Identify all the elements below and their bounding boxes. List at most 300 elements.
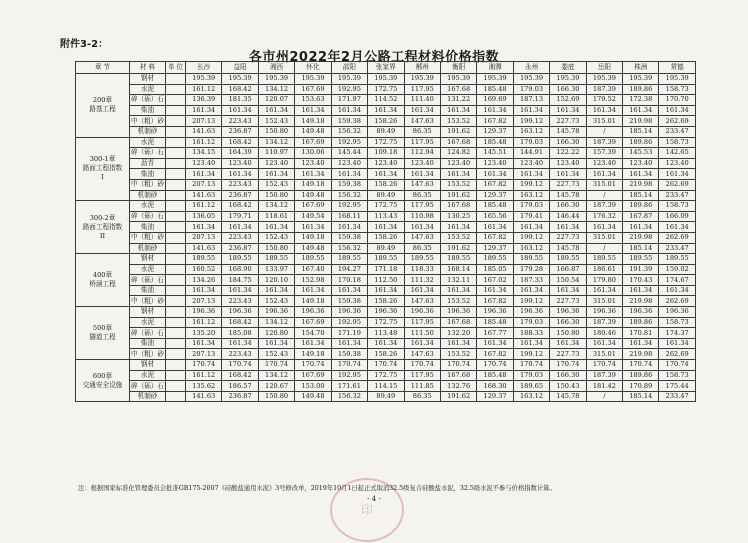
index-value: 196.36 bbox=[586, 307, 622, 318]
index-value: 161.34 bbox=[513, 222, 549, 233]
index-value: 187.39 bbox=[586, 84, 622, 95]
section-name: 600章 交通安全设施 bbox=[76, 360, 130, 402]
index-value: 129.37 bbox=[477, 243, 513, 254]
column-header: 常德 bbox=[659, 62, 695, 74]
index-value: 167.82 bbox=[477, 296, 513, 307]
index-value: 147.63 bbox=[404, 116, 440, 127]
material-name: 中（粗）砂 bbox=[131, 180, 164, 189]
index-value: 189.55 bbox=[513, 254, 549, 265]
index-value: 111.50 bbox=[404, 328, 440, 339]
index-value: 167.40 bbox=[295, 264, 331, 275]
index-value: 236.87 bbox=[222, 391, 258, 402]
index-value: 170.89 bbox=[623, 381, 659, 392]
column-header: 永州 bbox=[513, 62, 549, 74]
unit-cell bbox=[166, 148, 186, 159]
index-value: 161.34 bbox=[513, 105, 549, 116]
index-value: 207.13 bbox=[186, 232, 222, 243]
index-value: 150.80 bbox=[258, 243, 294, 254]
index-value: 161.34 bbox=[404, 338, 440, 349]
index-value: 189.55 bbox=[550, 254, 586, 265]
index-value: 123.40 bbox=[186, 158, 222, 169]
index-value: 170.18 bbox=[331, 275, 367, 286]
index-value: 110.97 bbox=[258, 148, 294, 159]
index-value: 161.34 bbox=[295, 222, 331, 233]
material-name: 机制砂 bbox=[130, 391, 166, 402]
index-value: 161.34 bbox=[368, 105, 404, 116]
index-value: 134.12 bbox=[258, 84, 294, 95]
index-value: 135.20 bbox=[186, 328, 222, 339]
index-value: 158.73 bbox=[659, 201, 695, 212]
index-value: 150.54 bbox=[550, 275, 586, 286]
column-header: 郴州 bbox=[404, 62, 440, 74]
index-value: 196.36 bbox=[513, 307, 549, 318]
table-row bbox=[76, 169, 696, 180]
index-value: 118.61 bbox=[258, 211, 294, 222]
section-name: 300-2章 路面工程指数 II bbox=[76, 201, 130, 254]
index-value: 150.80 bbox=[258, 126, 294, 137]
index-value: 223.43 bbox=[222, 349, 258, 360]
index-value: 168.90 bbox=[222, 264, 258, 275]
section-name: 500章 隧道工程 bbox=[76, 307, 130, 360]
index-value: 149.48 bbox=[295, 391, 331, 402]
table-row bbox=[76, 370, 696, 381]
index-value: 227.73 bbox=[550, 232, 586, 243]
index-value: 262.69 bbox=[659, 116, 695, 127]
unit-cell bbox=[166, 74, 186, 85]
index-value: 166.87 bbox=[550, 264, 586, 275]
index-value: 179.03 bbox=[513, 84, 549, 95]
index-value: 227.73 bbox=[550, 296, 586, 307]
index-value: 144.91 bbox=[513, 148, 549, 159]
index-value: 223.43 bbox=[222, 116, 258, 127]
unit-cell bbox=[166, 381, 186, 392]
unit-cell bbox=[166, 328, 186, 339]
index-value: 154.70 bbox=[295, 328, 331, 339]
index-value: 167.69 bbox=[295, 201, 331, 212]
material-name: 柴油 bbox=[130, 338, 166, 349]
index-value: 196.36 bbox=[440, 307, 476, 318]
index-value: 120.07 bbox=[258, 95, 294, 106]
index-value: 161.34 bbox=[440, 285, 476, 296]
table-row bbox=[76, 338, 696, 349]
index-value: 145.51 bbox=[477, 148, 513, 159]
index-value: 161.34 bbox=[659, 222, 695, 233]
index-value: 223.43 bbox=[222, 179, 258, 190]
column-header: 章 节 bbox=[76, 62, 130, 74]
index-value: 161.34 bbox=[222, 222, 258, 233]
page-title: 各市州2022年2月公路工程材料价格指数 bbox=[248, 50, 500, 65]
material-name: 水泥 bbox=[130, 317, 166, 328]
index-value: 142.65 bbox=[659, 148, 695, 159]
index-value: 158.26 bbox=[368, 296, 404, 307]
index-value: 172.75 bbox=[368, 370, 404, 381]
index-value: 112.50 bbox=[368, 275, 404, 286]
index-value: 170.74 bbox=[222, 360, 258, 371]
table-row bbox=[76, 328, 696, 339]
index-value: 161.34 bbox=[440, 338, 476, 349]
unit-cell bbox=[166, 254, 186, 265]
index-value: 166.30 bbox=[550, 137, 586, 148]
index-value: 141.63 bbox=[186, 126, 222, 137]
index-value: 168.42 bbox=[222, 370, 258, 381]
index-value: 158.26 bbox=[368, 232, 404, 243]
unit-cell bbox=[166, 169, 186, 180]
index-value: 156.32 bbox=[331, 391, 367, 402]
index-value: 161.34 bbox=[550, 285, 586, 296]
table-row bbox=[76, 349, 696, 360]
index-value: 189.55 bbox=[586, 254, 622, 265]
index-value: 195.39 bbox=[368, 74, 404, 85]
index-value: 129.37 bbox=[477, 391, 513, 402]
table-row bbox=[76, 84, 696, 95]
index-value: 123.40 bbox=[586, 158, 622, 169]
index-value: 170.74 bbox=[586, 360, 622, 371]
index-value: 195.39 bbox=[623, 74, 659, 85]
index-value: 150.43 bbox=[550, 381, 586, 392]
index-value: 133.97 bbox=[258, 264, 294, 275]
index-value: 118.33 bbox=[404, 264, 440, 275]
attachment-label: 附件3-2： bbox=[60, 39, 109, 50]
index-value: 134.26 bbox=[186, 275, 222, 286]
column-header: 单 位 bbox=[166, 62, 186, 74]
index-value: 161.12 bbox=[186, 317, 222, 328]
index-value: 189.86 bbox=[623, 137, 659, 148]
index-value: 223.43 bbox=[222, 232, 258, 243]
index-value: 195.39 bbox=[477, 74, 513, 85]
index-value: 120.67 bbox=[258, 381, 294, 392]
index-value: 158.73 bbox=[659, 317, 695, 328]
index-value: 187.39 bbox=[586, 317, 622, 328]
index-value: 152.43 bbox=[258, 232, 294, 243]
material-name: 柴油 bbox=[130, 105, 166, 116]
index-value: 185.08 bbox=[222, 328, 258, 339]
index-value: 153.52 bbox=[440, 232, 476, 243]
index-value: 167.82 bbox=[477, 116, 513, 127]
index-value: 120.80 bbox=[258, 328, 294, 339]
index-value: 158.73 bbox=[659, 370, 695, 381]
index-value: 123.40 bbox=[440, 158, 476, 169]
index-value: 134.12 bbox=[258, 370, 294, 381]
index-value: / bbox=[586, 126, 622, 137]
index-value: 192.95 bbox=[331, 84, 367, 95]
index-value: 159.38 bbox=[331, 349, 367, 360]
index-value: 167.69 bbox=[295, 137, 331, 148]
index-value: 161.34 bbox=[623, 105, 659, 116]
index-value: 189.65 bbox=[513, 381, 549, 392]
unit-cell bbox=[166, 211, 186, 222]
index-value: 161.34 bbox=[586, 285, 622, 296]
index-value: 149.18 bbox=[295, 179, 331, 190]
index-value: 145.53 bbox=[623, 148, 659, 159]
index-value: 161.34 bbox=[331, 169, 367, 180]
index-value: 113.43 bbox=[368, 211, 404, 222]
index-value: 161.34 bbox=[440, 169, 476, 180]
index-value: 161.34 bbox=[295, 105, 331, 116]
table-row bbox=[76, 148, 696, 159]
index-value: 196.36 bbox=[550, 307, 586, 318]
index-value: 156.32 bbox=[331, 190, 367, 201]
index-value: 227.73 bbox=[550, 349, 586, 360]
index-value: 196.36 bbox=[659, 307, 695, 318]
index-value: / bbox=[586, 190, 622, 201]
index-value: 161.34 bbox=[513, 169, 549, 180]
index-value: 161.34 bbox=[550, 338, 586, 349]
index-value: 161.34 bbox=[513, 285, 549, 296]
index-value: 179.03 bbox=[513, 370, 549, 381]
index-value: 189.55 bbox=[477, 254, 513, 265]
index-value: 199.12 bbox=[513, 116, 549, 127]
official-seal: 印 bbox=[330, 478, 404, 542]
index-value: 161.34 bbox=[586, 105, 622, 116]
index-value: 153.52 bbox=[440, 349, 476, 360]
index-value: 161.34 bbox=[550, 222, 586, 233]
column-header: 益阳 bbox=[222, 62, 258, 74]
index-value: 236.87 bbox=[222, 190, 258, 201]
index-value: 123.40 bbox=[258, 158, 294, 169]
index-value: 145.78 bbox=[550, 190, 586, 201]
index-value: 185.48 bbox=[477, 370, 513, 381]
index-value: 132.20 bbox=[440, 328, 476, 339]
unit-cell bbox=[166, 158, 186, 169]
index-value: 120.10 bbox=[258, 275, 294, 286]
table-row bbox=[76, 317, 696, 328]
index-value: 186.61 bbox=[586, 264, 622, 275]
index-value: 149.18 bbox=[295, 296, 331, 307]
index-value: 179.71 bbox=[222, 211, 258, 222]
index-value: 123.40 bbox=[513, 158, 549, 169]
index-value: 168.30 bbox=[477, 381, 513, 392]
index-value: 161.34 bbox=[404, 285, 440, 296]
index-value: 161.34 bbox=[258, 222, 294, 233]
index-value: 111.32 bbox=[404, 275, 440, 286]
index-value: 160.52 bbox=[186, 264, 222, 275]
material-name: 钢材 bbox=[130, 360, 166, 371]
index-value: 158.26 bbox=[368, 179, 404, 190]
index-value: 149.48 bbox=[295, 243, 331, 254]
index-value: 156.32 bbox=[331, 243, 367, 254]
material-name: 碎（砾）石 bbox=[131, 148, 164, 157]
index-value: 159.38 bbox=[331, 232, 367, 243]
index-value: 161.34 bbox=[404, 222, 440, 233]
material-name: 水泥 bbox=[130, 370, 166, 381]
index-value: 152.69 bbox=[550, 95, 586, 106]
index-value: 86.35 bbox=[404, 243, 440, 254]
material-name: 中（粗）砂 bbox=[131, 296, 164, 305]
index-value: 167.82 bbox=[477, 179, 513, 190]
index-value: 199.12 bbox=[513, 232, 549, 243]
index-value: 233.47 bbox=[659, 126, 695, 137]
table-row bbox=[76, 275, 696, 286]
index-value: 196.36 bbox=[258, 307, 294, 318]
index-value: 163.12 bbox=[513, 391, 549, 402]
index-value: 132.11 bbox=[440, 275, 476, 286]
index-value: 189.55 bbox=[659, 254, 695, 265]
unit-cell bbox=[166, 126, 186, 137]
index-value: 179.28 bbox=[513, 264, 549, 275]
index-value: 236.87 bbox=[222, 243, 258, 254]
index-value: 153.52 bbox=[440, 179, 476, 190]
index-value: 161.34 bbox=[222, 338, 258, 349]
index-value: 191.62 bbox=[440, 126, 476, 137]
index-value: 147.63 bbox=[404, 349, 440, 360]
index-value: 185.48 bbox=[477, 317, 513, 328]
footnote: 注：根据国家标准化管理委员会批准GB175-2007《硅酸盐通用水泥》3号修改单，2019年10月1日起正式取消32.5级复合硅酸盐水泥，32.5级水泥不参与价格指数计算。 bbox=[78, 485, 556, 492]
section-name: 400章 桥涵工程 bbox=[76, 254, 130, 307]
index-value: 219.98 bbox=[623, 116, 659, 127]
index-value: 233.47 bbox=[659, 190, 695, 201]
index-value: 161.12 bbox=[186, 84, 222, 95]
index-value: 189.55 bbox=[368, 254, 404, 265]
index-value: 145.78 bbox=[550, 391, 586, 402]
material-name: 机制砂 bbox=[130, 190, 166, 201]
unit-cell bbox=[166, 201, 186, 212]
index-value: 165.56 bbox=[477, 211, 513, 222]
index-value: 131.22 bbox=[440, 95, 476, 106]
index-value: 161.34 bbox=[331, 285, 367, 296]
material-name: 机制砂 bbox=[130, 243, 166, 254]
material-name: 柴油 bbox=[130, 169, 166, 180]
index-value: 161.34 bbox=[258, 169, 294, 180]
index-value: 192.95 bbox=[331, 201, 367, 212]
index-value: 161.34 bbox=[623, 285, 659, 296]
index-value: 189.55 bbox=[186, 254, 222, 265]
index-value: 86.35 bbox=[404, 190, 440, 201]
index-value: 89.49 bbox=[368, 190, 404, 201]
material-name: 碎（砾）石 bbox=[131, 275, 164, 284]
index-value: 124.82 bbox=[440, 148, 476, 159]
index-value: 145.44 bbox=[331, 148, 367, 159]
index-value: 191.39 bbox=[623, 264, 659, 275]
index-value: 189.55 bbox=[440, 254, 476, 265]
unit-cell bbox=[166, 264, 186, 275]
index-value: 112.94 bbox=[404, 148, 440, 159]
index-value: 149.18 bbox=[295, 232, 331, 243]
material-name: 中（粗）砂 bbox=[131, 233, 164, 242]
index-value: 199.12 bbox=[513, 296, 549, 307]
unit-cell bbox=[166, 95, 186, 106]
index-value: 315.01 bbox=[586, 349, 622, 360]
index-value: 161.34 bbox=[331, 222, 367, 233]
column-header: 张家界 bbox=[368, 62, 404, 74]
index-value: 161.34 bbox=[295, 169, 331, 180]
index-value: 192.95 bbox=[331, 370, 367, 381]
index-value: 161.34 bbox=[186, 169, 222, 180]
index-value: 170.74 bbox=[258, 360, 294, 371]
index-value: 168.42 bbox=[222, 201, 258, 212]
index-value: 195.39 bbox=[258, 74, 294, 85]
index-value: 168.11 bbox=[331, 211, 367, 222]
index-value: 161.34 bbox=[331, 105, 367, 116]
index-value: 187.33 bbox=[513, 275, 549, 286]
index-value: 168.42 bbox=[222, 317, 258, 328]
index-value: 161.12 bbox=[186, 137, 222, 148]
index-value: 170.74 bbox=[513, 360, 549, 371]
index-value: 161.34 bbox=[258, 338, 294, 349]
material-name: 水泥 bbox=[130, 137, 166, 148]
index-value: 135.62 bbox=[186, 381, 222, 392]
index-value: 192.95 bbox=[331, 317, 367, 328]
index-value: 152.43 bbox=[258, 116, 294, 127]
index-value: 196.36 bbox=[295, 307, 331, 318]
index-value: 196.36 bbox=[477, 307, 513, 318]
index-value: 130.06 bbox=[295, 148, 331, 159]
index-value: 262.69 bbox=[659, 296, 695, 307]
index-value: 227.73 bbox=[550, 179, 586, 190]
index-value: 161.34 bbox=[404, 105, 440, 116]
index-value: 149.48 bbox=[295, 190, 331, 201]
unit-cell bbox=[166, 338, 186, 349]
index-value: 161.34 bbox=[477, 338, 513, 349]
index-value: 158.26 bbox=[368, 116, 404, 127]
index-value: 145.78 bbox=[550, 126, 586, 137]
index-value: 146.44 bbox=[550, 211, 586, 222]
table-row bbox=[76, 126, 696, 137]
index-value: 134.12 bbox=[258, 137, 294, 148]
index-value: 117.95 bbox=[404, 137, 440, 148]
index-value: 172.38 bbox=[623, 95, 659, 106]
index-value: 174.37 bbox=[659, 328, 695, 339]
index-value: 152.98 bbox=[295, 275, 331, 286]
index-value: 179.80 bbox=[586, 275, 622, 286]
index-value: 170.74 bbox=[295, 360, 331, 371]
index-value: 170.74 bbox=[331, 360, 367, 371]
index-value: 167.82 bbox=[477, 349, 513, 360]
table-row bbox=[76, 296, 696, 307]
unit-cell bbox=[166, 296, 186, 307]
table-row bbox=[76, 232, 696, 243]
index-value: 185.05 bbox=[477, 264, 513, 275]
index-value: 196.36 bbox=[186, 307, 222, 318]
index-value: 169.69 bbox=[477, 95, 513, 106]
index-value: 172.75 bbox=[368, 201, 404, 212]
index-value: 187.39 bbox=[586, 137, 622, 148]
material-name: 碎（砾）石 bbox=[131, 328, 164, 337]
index-value: 207.13 bbox=[186, 179, 222, 190]
index-value: 195.39 bbox=[331, 74, 367, 85]
index-value: 176.32 bbox=[586, 211, 622, 222]
index-value: 185.14 bbox=[623, 391, 659, 402]
index-value: 172.75 bbox=[368, 84, 404, 95]
index-value: 195.39 bbox=[295, 74, 331, 85]
index-value: 159.02 bbox=[659, 264, 695, 275]
index-value: 163.12 bbox=[513, 190, 549, 201]
table-row bbox=[76, 391, 696, 402]
index-value: 161.34 bbox=[586, 222, 622, 233]
unit-cell bbox=[166, 360, 186, 371]
index-value: 147.63 bbox=[404, 296, 440, 307]
index-value: 153.52 bbox=[440, 116, 476, 127]
index-value: 161.34 bbox=[404, 169, 440, 180]
index-value: 227.73 bbox=[550, 116, 586, 127]
index-value: 161.34 bbox=[368, 169, 404, 180]
table-row bbox=[76, 381, 696, 392]
index-value: 199.12 bbox=[513, 349, 549, 360]
page-number: - 4 - bbox=[367, 495, 381, 503]
index-value: 195.39 bbox=[440, 74, 476, 85]
index-value: 132.76 bbox=[440, 381, 476, 392]
index-value: 123.40 bbox=[404, 158, 440, 169]
index-value: 170.74 bbox=[186, 360, 222, 371]
unit-cell bbox=[166, 179, 186, 190]
index-value: 150.80 bbox=[258, 391, 294, 402]
index-value: 170.74 bbox=[477, 360, 513, 371]
index-value: 161.34 bbox=[623, 222, 659, 233]
table-row bbox=[76, 95, 696, 106]
index-value: 145.78 bbox=[550, 243, 586, 254]
material-name: 沥青 bbox=[130, 158, 166, 169]
index-value: 186.57 bbox=[222, 381, 258, 392]
index-value: 161.34 bbox=[477, 169, 513, 180]
